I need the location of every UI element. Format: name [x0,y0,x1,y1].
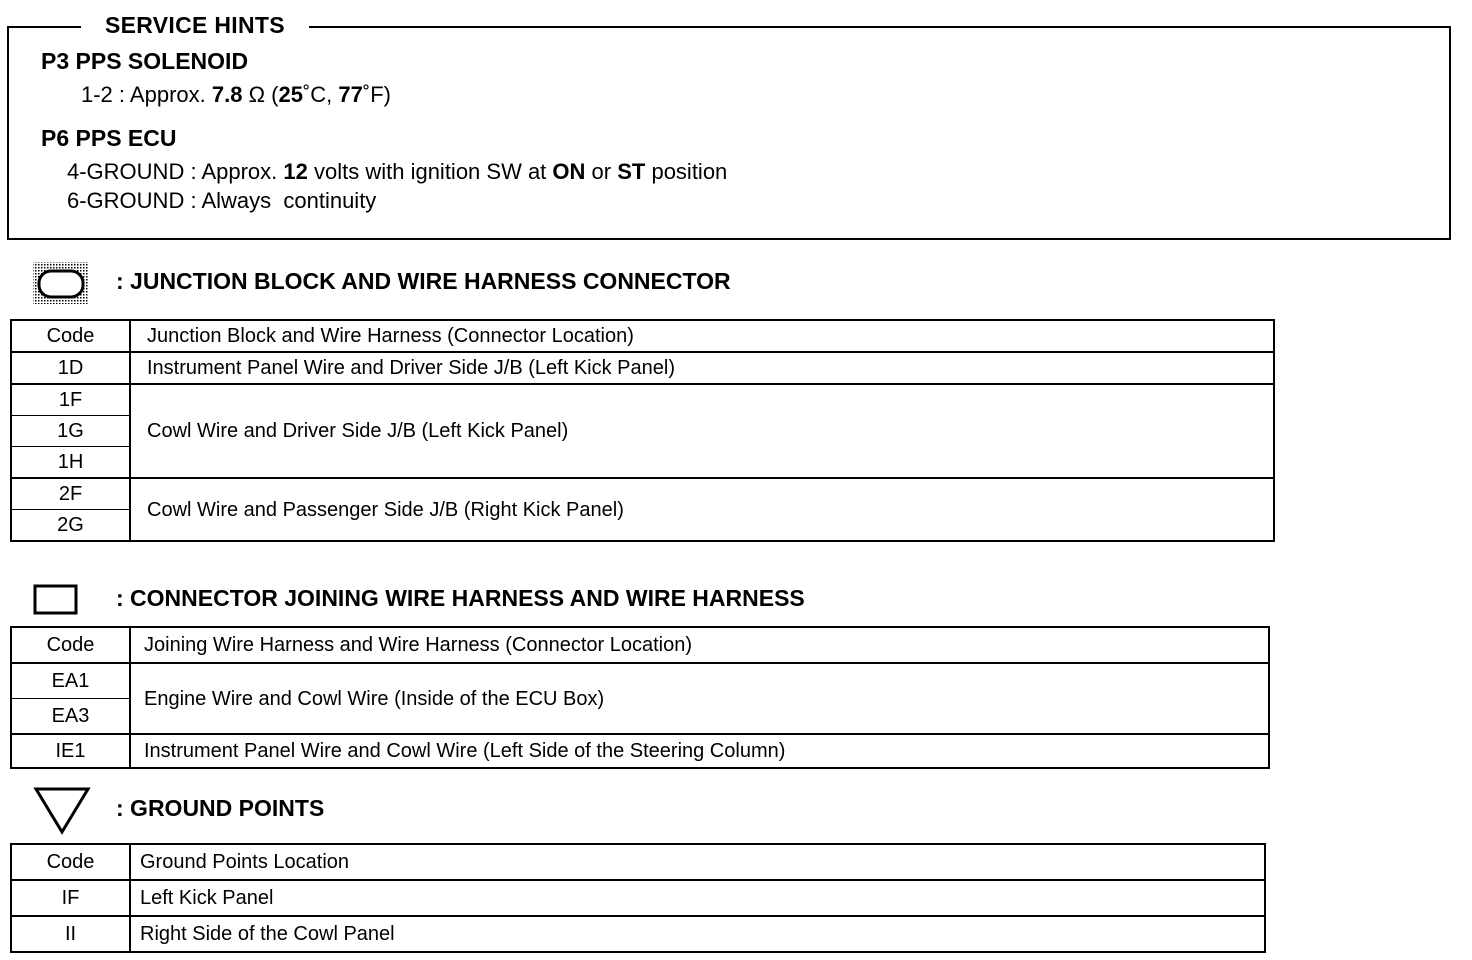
code-cell: IE1 [11,734,130,768]
p6-continuity-spec: 6-GROUND : Always continuity [67,188,377,213]
location-header: Joining Wire Harness and Wire Harness (Connector Location) [130,627,1269,663]
p3-resistance-spec: 1-2 : Approx. 7.8 Ω (25˚C, 77˚F) [81,82,391,107]
table-header-row [11,320,1274,352]
location-cell: Cowl Wire and Passenger Side J/B (Right Kick Panel) [130,478,1274,541]
code-cell: II [11,916,130,952]
location-header: Junction Block and Wire Harness (Connector Location) [130,320,1274,352]
location-cell: Cowl Wire and Driver Side J/B (Left Kick Panel) [130,384,1274,478]
location-cell: Engine Wire and Cowl Wire (Inside of the ECU Box) [130,663,1269,734]
code-cell: 2F [11,478,130,510]
location-cell: Instrument Panel Wire and Cowl Wire (Left Side of the Steering Column) [130,734,1269,768]
code-header: Code [11,320,130,352]
code-cell: IF [11,880,130,916]
table-header-row [11,627,1269,663]
code-cell: 1H [11,447,130,479]
connector-section-title: : CONNECTOR JOINING WIRE HARNESS AND WIRE HARNESS [116,585,805,611]
table-row [11,663,1269,699]
table-row [11,880,1265,916]
p3-heading: P3 PPS SOLENOID [41,48,249,74]
location-cell: Right Side of the Cowl Panel [130,916,1265,952]
service-hints-title: SERVICE HINTS [81,12,309,39]
service-hints-box [7,12,1451,240]
p6-heading: P6 PPS ECU [41,125,177,151]
connector-table [10,626,1270,769]
code-header: Code [11,844,130,880]
table-row [11,478,1274,510]
code-header: Code [11,627,130,663]
location-header: Ground Points Location [130,844,1265,880]
table-header-row [11,844,1265,880]
table-row [11,734,1269,768]
code-cell: 1F [11,384,130,416]
ground-section-title: : GROUND POINTS [116,795,325,821]
ground-table [10,843,1266,953]
location-cell: Instrument Panel Wire and Driver Side J/B (Left Kick Panel) [130,352,1274,384]
code-cell: EA3 [11,699,130,735]
location-cell: Left Kick Panel [130,880,1265,916]
table-row [11,352,1274,384]
junction-block-oval-icon [32,261,90,305]
connector-rectangle-icon [33,584,79,616]
code-cell: 1D [11,352,130,384]
ground-triangle-icon [33,786,91,836]
junction-section-title: : JUNCTION BLOCK AND WIRE HARNESS CONNECTOR [116,268,731,294]
code-cell: 1G [11,416,130,447]
p6-voltage-spec: 4-GROUND : Approx. 12 volts with ignition SW at ON or ST position [67,159,728,184]
table-row [11,916,1265,952]
junction-table [10,319,1275,542]
table-row [11,384,1274,416]
code-cell: EA1 [11,663,130,699]
code-cell: 2G [11,510,130,542]
